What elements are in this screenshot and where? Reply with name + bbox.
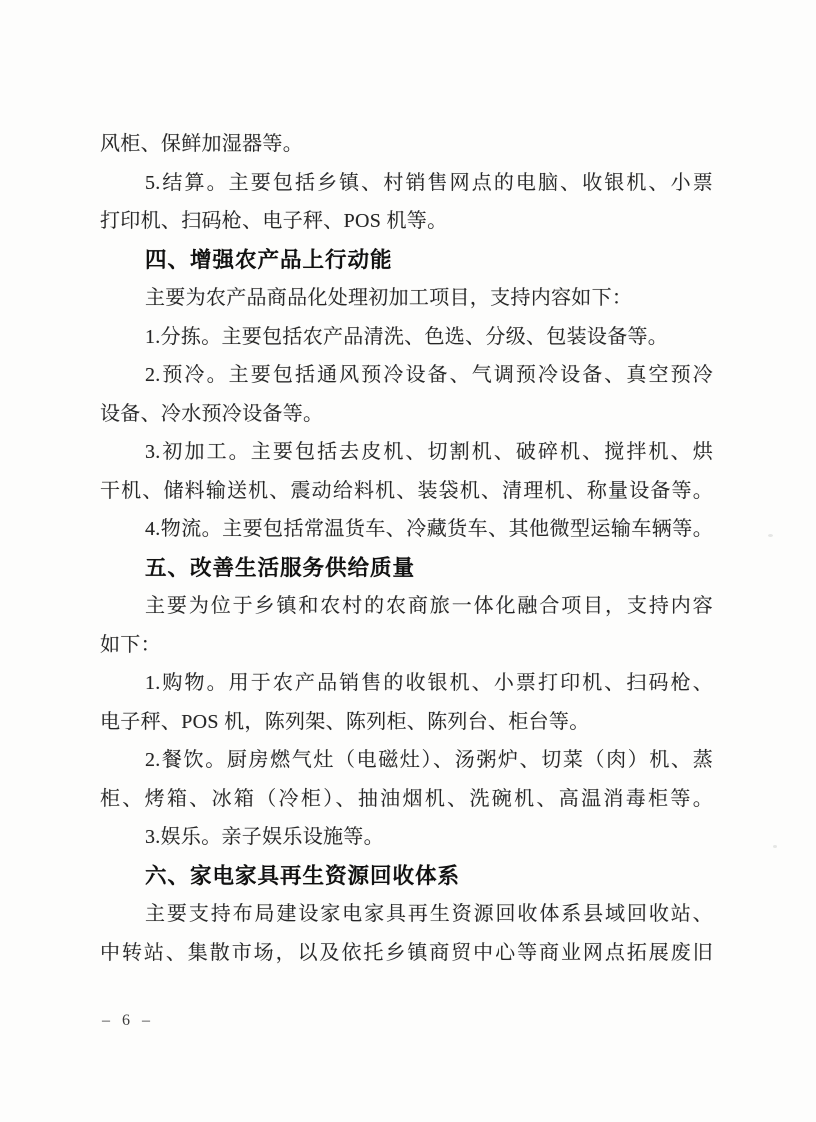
section-heading: 五、改善生活服务供给质量 bbox=[145, 555, 416, 580]
text-line: 电子秤、POS 机，陈列架、陈列柜、陈列台、柜台等。 bbox=[100, 710, 590, 733]
text-line: 如下： bbox=[100, 633, 161, 656]
text-line: 干机、储料输送机、震动给料机、装袋机、清理机、称量设备等。 bbox=[100, 479, 713, 502]
text-line: 1.购物。用于农产品销售的收银机、小票打印机、扫码枪、 bbox=[145, 672, 713, 694]
text-line: 打印机、扫码枪、电子秤、POS 机等。 bbox=[100, 210, 448, 232]
text-line: 3.娱乐。亲子娱乐设施等。 bbox=[145, 826, 384, 848]
text-line: 4.物流。主要包括常温货车、冷藏货车、其他微型运输车辆等。 bbox=[145, 518, 713, 540]
section-heading: 六、家电家具再生资源回收体系 bbox=[145, 863, 461, 888]
text-line: 2.餐饮。厨房燃气灶（电磁灶）、汤粥炉、切菜（肉）机、蒸 bbox=[145, 749, 713, 771]
scan-artifact bbox=[773, 845, 777, 848]
text-line: 1.分拣。主要包括农产品清洗、色选、分级、包装设备等。 bbox=[145, 325, 669, 348]
scan-artifact bbox=[768, 534, 773, 537]
text-line: 2.预冷。主要包括通风预冷设备、气调预冷设备、真空预冷 bbox=[145, 364, 713, 386]
document-lines bbox=[100, 125, 713, 972]
section-heading: 四、增强农产品上行动能 bbox=[145, 247, 393, 272]
text-line: 主要为农产品商品化处理初加工项目，支持内容如下： bbox=[145, 287, 633, 309]
text-line: 风柜、保鲜加湿器等。 bbox=[100, 133, 303, 155]
text-line: 3.初加工。主要包括去皮机、切割机、破碎机、搅拌机、烘 bbox=[145, 441, 713, 463]
text-line: 设备、冷水预冷设备等。 bbox=[100, 402, 324, 425]
text-line: 5.结算。主要包括乡镇、村销售网点的电脑、收银机、小票 bbox=[145, 171, 713, 194]
text-line: 柜、烤箱、冰箱（冷柜）、抽油烟机、洗碗机、高温消毒柜等。 bbox=[100, 787, 713, 810]
text-line: 主要支持布局建设家电家具再生资源回收体系县域回收站、 bbox=[145, 903, 713, 925]
page-number: – 6 – bbox=[102, 1012, 154, 1029]
text-line: 中转站、集散市场，以及依托乡镇商贸中心等商业网点拓展废旧 bbox=[100, 941, 713, 964]
text-line: 主要为位于乡镇和农村的农商旅一体化融合项目，支持内容 bbox=[145, 595, 713, 617]
